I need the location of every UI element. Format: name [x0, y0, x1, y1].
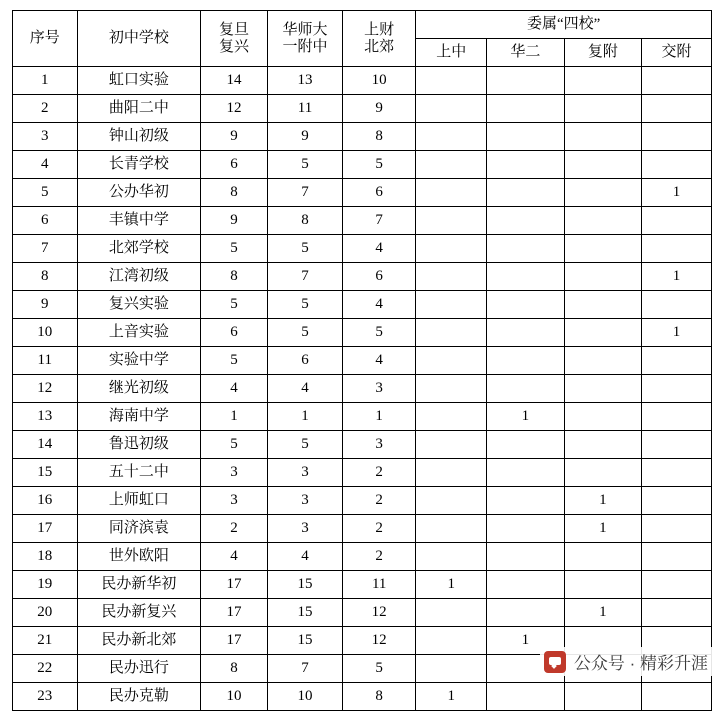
cell-huashida: 4	[267, 543, 342, 571]
cell-jiaofu: 1	[642, 179, 712, 207]
cell-fudan-fuxing: 8	[201, 179, 268, 207]
cell-school: 世外欧阳	[77, 543, 201, 571]
cell-shangzhong	[416, 263, 487, 291]
cell-huaer	[487, 319, 564, 347]
cell-index: 11	[13, 347, 78, 375]
cell-fufu	[564, 431, 641, 459]
cell-jiaofu	[642, 683, 712, 711]
cell-index: 21	[13, 627, 78, 655]
column-header-fufu: 复附	[564, 39, 641, 67]
cell-fudan-fuxing: 5	[201, 291, 268, 319]
cell-shangzhong	[416, 235, 487, 263]
cell-jiaofu	[642, 151, 712, 179]
cell-school: 北郊学校	[77, 235, 201, 263]
cell-fufu	[564, 123, 641, 151]
cell-huaer	[487, 459, 564, 487]
cell-huaer	[487, 543, 564, 571]
table-row	[13, 375, 712, 403]
cell-fufu: 1	[564, 515, 641, 543]
cell-fufu	[564, 403, 641, 431]
cell-huaer	[487, 235, 564, 263]
cell-fufu	[564, 95, 641, 123]
cell-fufu: 1	[564, 487, 641, 515]
cell-shangzhong: 1	[416, 683, 487, 711]
cell-huaer	[487, 599, 564, 627]
cell-huashida: 5	[267, 319, 342, 347]
cell-jiaofu	[642, 543, 712, 571]
cell-index: 22	[13, 655, 78, 683]
cell-huashida: 5	[267, 235, 342, 263]
table-row	[13, 151, 712, 179]
cell-shangcai: 5	[343, 319, 416, 347]
cell-shangcai: 6	[343, 263, 416, 291]
cell-huashida: 15	[267, 599, 342, 627]
cell-index: 23	[13, 683, 78, 711]
cell-shangzhong	[416, 543, 487, 571]
cell-huaer	[487, 179, 564, 207]
cell-huaer	[487, 515, 564, 543]
cell-index: 4	[13, 151, 78, 179]
cell-shangzhong	[416, 179, 487, 207]
cell-huashida: 5	[267, 151, 342, 179]
column-header-fudan-fuxing-line1: 复旦	[219, 21, 250, 38]
cell-shangzhong	[416, 431, 487, 459]
cell-shangzhong	[416, 627, 487, 655]
column-header-huaer: 华二	[487, 39, 564, 67]
column-header-shangcai-line2: 北郊	[364, 38, 395, 55]
cell-fudan-fuxing: 4	[201, 375, 268, 403]
column-header-shangzhong: 上中	[416, 39, 487, 67]
table-row	[13, 95, 712, 123]
cell-shangcai: 3	[343, 431, 416, 459]
table-row	[13, 291, 712, 319]
cell-school: 钟山初级	[77, 123, 201, 151]
cell-huaer	[487, 291, 564, 319]
cell-fudan-fuxing: 17	[201, 627, 268, 655]
cell-fudan-fuxing: 3	[201, 459, 268, 487]
cell-huashida: 3	[267, 459, 342, 487]
cell-jiaofu	[642, 347, 712, 375]
cell-shangcai: 3	[343, 375, 416, 403]
cell-shangzhong: 1	[416, 571, 487, 599]
table-row	[13, 263, 712, 291]
column-header-weishu-group: 委属“四校”	[416, 11, 712, 39]
cell-fufu	[564, 543, 641, 571]
watermark-text: 公众号 · 精彩升涯	[573, 654, 708, 673]
cell-school: 鲁迅初级	[77, 431, 201, 459]
cell-shangcai: 10	[343, 67, 416, 95]
cell-fufu	[564, 67, 641, 95]
cell-shangzhong	[416, 207, 487, 235]
cell-fudan-fuxing: 14	[201, 67, 268, 95]
cell-shangzhong	[416, 291, 487, 319]
cell-huashida: 5	[267, 291, 342, 319]
cell-school: 上音实验	[77, 319, 201, 347]
cell-shangcai: 2	[343, 515, 416, 543]
cell-jiaofu	[642, 235, 712, 263]
cell-huashida: 15	[267, 571, 342, 599]
cell-shangzhong	[416, 67, 487, 95]
cell-shangzhong	[416, 123, 487, 151]
cell-index: 16	[13, 487, 78, 515]
cell-huaer	[487, 123, 564, 151]
cell-fudan-fuxing: 2	[201, 515, 268, 543]
cell-jiaofu	[642, 571, 712, 599]
table-container	[12, 10, 712, 711]
table-row	[13, 403, 712, 431]
cell-school: 民办新北郊	[77, 627, 201, 655]
cell-shangzhong	[416, 599, 487, 627]
cell-shangzhong	[416, 459, 487, 487]
cell-huaer	[487, 375, 564, 403]
cell-shangcai: 6	[343, 179, 416, 207]
cell-fufu	[564, 459, 641, 487]
cell-fufu	[564, 347, 641, 375]
table-body	[13, 67, 712, 711]
cell-shangcai: 12	[343, 627, 416, 655]
cell-fudan-fuxing: 12	[201, 95, 268, 123]
cell-fufu	[564, 235, 641, 263]
cell-fudan-fuxing: 4	[201, 543, 268, 571]
cell-index: 15	[13, 459, 78, 487]
cell-jiaofu	[642, 403, 712, 431]
cell-school: 实验中学	[77, 347, 201, 375]
cell-huaer: 1	[487, 403, 564, 431]
column-header-huashida	[267, 11, 342, 67]
cell-jiaofu	[642, 207, 712, 235]
cell-index: 19	[13, 571, 78, 599]
cell-fudan-fuxing: 17	[201, 571, 268, 599]
cell-fufu: 1	[564, 599, 641, 627]
cell-fudan-fuxing: 10	[201, 683, 268, 711]
cell-index: 1	[13, 67, 78, 95]
cell-index: 13	[13, 403, 78, 431]
cell-index: 6	[13, 207, 78, 235]
cell-fudan-fuxing: 5	[201, 431, 268, 459]
cell-shangcai: 2	[343, 487, 416, 515]
cell-fudan-fuxing: 6	[201, 151, 268, 179]
cell-shangzhong	[416, 319, 487, 347]
cell-jiaofu	[642, 95, 712, 123]
cell-index: 17	[13, 515, 78, 543]
column-header-fudan-fuxing-line2: 复兴	[219, 38, 250, 55]
cell-shangcai: 2	[343, 543, 416, 571]
cell-huashida: 10	[267, 683, 342, 711]
cell-school: 复兴实验	[77, 291, 201, 319]
cell-fufu	[564, 291, 641, 319]
cell-shangcai: 1	[343, 403, 416, 431]
cell-huaer	[487, 263, 564, 291]
cell-jiaofu: 1	[642, 263, 712, 291]
cell-fudan-fuxing: 9	[201, 207, 268, 235]
table-row	[13, 683, 712, 711]
table-row	[13, 599, 712, 627]
cell-index: 10	[13, 319, 78, 347]
cell-shangcai: 12	[343, 599, 416, 627]
cell-huashida: 13	[267, 67, 342, 95]
cell-index: 3	[13, 123, 78, 151]
cell-fudan-fuxing: 5	[201, 235, 268, 263]
school-allocation-table	[12, 10, 712, 711]
cell-jiaofu	[642, 431, 712, 459]
cell-fufu	[564, 263, 641, 291]
cell-school: 五十二中	[77, 459, 201, 487]
cell-school: 公办华初	[77, 179, 201, 207]
table-row	[13, 431, 712, 459]
wechat-icon	[544, 651, 566, 673]
cell-shangcai: 5	[343, 151, 416, 179]
cell-jiaofu	[642, 67, 712, 95]
cell-fudan-fuxing: 8	[201, 655, 268, 683]
cell-huashida: 9	[267, 123, 342, 151]
cell-fudan-fuxing: 6	[201, 319, 268, 347]
cell-jiaofu	[642, 599, 712, 627]
table-row	[13, 207, 712, 235]
cell-school: 民办迅行	[77, 655, 201, 683]
cell-shangcai: 11	[343, 571, 416, 599]
cell-huashida: 3	[267, 515, 342, 543]
cell-huashida: 5	[267, 431, 342, 459]
cell-huaer	[487, 347, 564, 375]
cell-fudan-fuxing: 1	[201, 403, 268, 431]
cell-index: 12	[13, 375, 78, 403]
cell-shangzhong	[416, 403, 487, 431]
cell-fufu	[564, 683, 641, 711]
cell-huaer	[487, 95, 564, 123]
cell-huashida: 4	[267, 375, 342, 403]
table-row	[13, 67, 712, 95]
cell-index: 9	[13, 291, 78, 319]
cell-huaer	[487, 571, 564, 599]
cell-shangcai: 9	[343, 95, 416, 123]
table-row	[13, 179, 712, 207]
cell-index: 2	[13, 95, 78, 123]
cell-fufu	[564, 151, 641, 179]
cell-school: 上师虹口	[77, 487, 201, 515]
cell-jiaofu	[642, 459, 712, 487]
cell-jiaofu	[642, 291, 712, 319]
cell-shangcai: 4	[343, 291, 416, 319]
column-header-shangcai	[343, 11, 416, 67]
cell-index: 18	[13, 543, 78, 571]
table-row	[13, 123, 712, 151]
cell-huashida: 7	[267, 263, 342, 291]
column-header-index: 序号	[13, 11, 78, 67]
cell-huaer	[487, 431, 564, 459]
cell-school: 同济滨袁	[77, 515, 201, 543]
column-header-jiaofu: 交附	[642, 39, 712, 67]
cell-huashida: 7	[267, 179, 342, 207]
cell-fufu	[564, 207, 641, 235]
cell-shangzhong	[416, 375, 487, 403]
table-row	[13, 235, 712, 263]
cell-shangzhong	[416, 487, 487, 515]
column-header-shangcai-line1: 上财	[364, 21, 395, 38]
cell-index: 7	[13, 235, 78, 263]
cell-fudan-fuxing: 8	[201, 263, 268, 291]
cell-fufu	[564, 179, 641, 207]
cell-school: 继光初级	[77, 375, 201, 403]
cell-shangzhong	[416, 151, 487, 179]
cell-fufu	[564, 319, 641, 347]
cell-school: 丰镇中学	[77, 207, 201, 235]
cell-shangcai: 5	[343, 655, 416, 683]
cell-jiaofu	[642, 375, 712, 403]
cell-shangcai: 8	[343, 683, 416, 711]
cell-huashida: 15	[267, 627, 342, 655]
cell-fudan-fuxing: 17	[201, 599, 268, 627]
cell-huashida: 8	[267, 207, 342, 235]
table-row	[13, 571, 712, 599]
cell-index: 5	[13, 179, 78, 207]
cell-shangzhong	[416, 95, 487, 123]
table-row	[13, 459, 712, 487]
cell-fudan-fuxing: 9	[201, 123, 268, 151]
cell-index: 20	[13, 599, 78, 627]
cell-school: 曲阳二中	[77, 95, 201, 123]
cell-huaer	[487, 683, 564, 711]
cell-huashida: 3	[267, 487, 342, 515]
cell-school: 海南中学	[77, 403, 201, 431]
watermark	[540, 647, 712, 676]
cell-school: 民办新复兴	[77, 599, 201, 627]
cell-jiaofu	[642, 123, 712, 151]
cell-huaer	[487, 207, 564, 235]
cell-huaer	[487, 151, 564, 179]
cell-shangcai: 8	[343, 123, 416, 151]
cell-fufu	[564, 375, 641, 403]
table-row	[13, 543, 712, 571]
cell-index: 8	[13, 263, 78, 291]
column-header-huashida-line1: 华师大	[282, 21, 328, 38]
cell-shangzhong	[416, 515, 487, 543]
cell-shangzhong	[416, 347, 487, 375]
cell-school: 民办新华初	[77, 571, 201, 599]
column-header-school: 初中学校	[77, 11, 201, 67]
cell-shangcai: 4	[343, 347, 416, 375]
cell-shangcai: 4	[343, 235, 416, 263]
cell-huaer	[487, 67, 564, 95]
cell-huashida: 11	[267, 95, 342, 123]
cell-huashida: 7	[267, 655, 342, 683]
cell-index: 14	[13, 431, 78, 459]
cell-huashida: 6	[267, 347, 342, 375]
cell-shangzhong	[416, 655, 487, 683]
cell-huaer	[487, 487, 564, 515]
column-header-fudan-fuxing	[201, 11, 268, 67]
cell-jiaofu	[642, 515, 712, 543]
header-row-top	[13, 11, 712, 39]
table-row	[13, 515, 712, 543]
cell-school: 虹口实验	[77, 67, 201, 95]
cell-shangcai: 2	[343, 459, 416, 487]
cell-school: 民办克勒	[77, 683, 201, 711]
table-row	[13, 487, 712, 515]
column-header-huashida-line2: 一附中	[282, 38, 328, 55]
table-row	[13, 319, 712, 347]
cell-shangcai: 7	[343, 207, 416, 235]
cell-huashida: 1	[267, 403, 342, 431]
cell-fufu	[564, 571, 641, 599]
cell-jiaofu	[642, 487, 712, 515]
cell-jiaofu: 1	[642, 319, 712, 347]
cell-fudan-fuxing: 3	[201, 487, 268, 515]
table-header	[13, 11, 712, 67]
table-row	[13, 347, 712, 375]
cell-school: 长青学校	[77, 151, 201, 179]
cell-huaer: 1	[487, 627, 564, 655]
cell-school: 江湾初级	[77, 263, 201, 291]
cell-fudan-fuxing: 5	[201, 347, 268, 375]
